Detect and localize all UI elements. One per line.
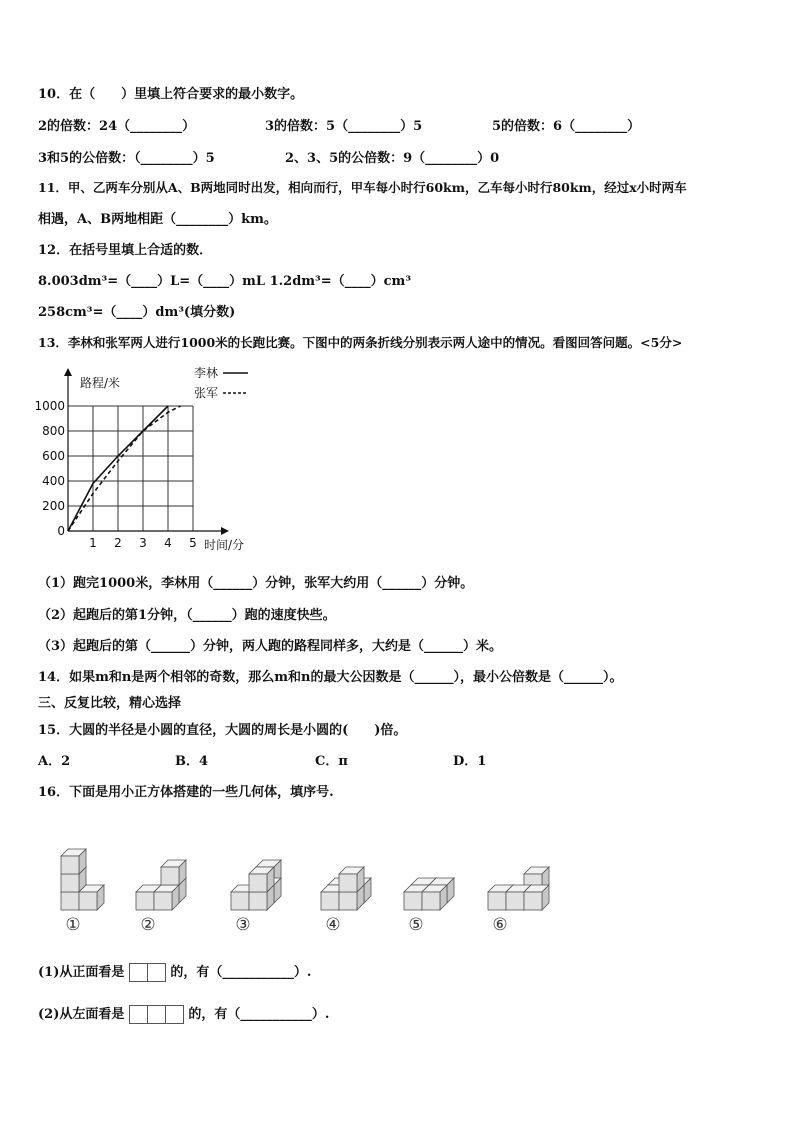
x-tick-label: 5 bbox=[189, 536, 197, 550]
q16-sub1-suffix: 的，有（___________）. bbox=[170, 965, 312, 980]
q11-line2: 相遇，A、B两地相距（________）km。 bbox=[38, 212, 277, 227]
series-line bbox=[68, 406, 181, 531]
two-square-view-icon bbox=[129, 963, 166, 982]
y-axis-label: 路程/米 bbox=[80, 376, 121, 390]
q11-line1: 11．甲、乙两车分别从A、B两地同时出发，相向而行，甲车每小时行60km，乙车每小时行80km，经过x小时两车 bbox=[38, 180, 687, 195]
y-tick-label: 400 bbox=[42, 474, 65, 488]
chart-legend bbox=[194, 365, 248, 400]
q16-sub2-prefix: (2)从左面看是 bbox=[38, 1007, 125, 1022]
q12-title: 12．在括号里填上合适的数． bbox=[38, 243, 213, 258]
q15-line: 15．大圆的半径是小圆的直径，大圆的周长是小圆的( )倍。 bbox=[38, 723, 407, 738]
q10-row2-b: 2、3、5的公倍数：9（________）0 bbox=[285, 151, 500, 166]
cube-figure-5 bbox=[404, 878, 454, 910]
y-tick-label: 200 bbox=[42, 499, 65, 513]
section-3-heading: 三、反复比较，精心选择 bbox=[38, 696, 182, 711]
q12-line2: 258cm³=（____）dm³(填分数) bbox=[38, 305, 236, 320]
q12-line1: 8.003dm³=（____）L=（____）mL 1.2dm³=（____）cm³ bbox=[38, 274, 412, 289]
q15-option-d: D．1 bbox=[453, 754, 487, 769]
q13-sub3: （3）起跑后的第（______）分钟，两人跑的路程同样多，大约是（______）米。 bbox=[38, 639, 503, 654]
y-tick-label: 800 bbox=[42, 424, 65, 438]
x-tick-label: 2 bbox=[114, 536, 122, 550]
figure-label: ⑤ bbox=[408, 915, 424, 935]
cube-figure-6 bbox=[488, 867, 549, 910]
y-tick-label: 0 bbox=[57, 524, 65, 538]
q10-row1-a: 2的倍数：24（________） bbox=[38, 119, 196, 134]
figure-label: ④ bbox=[325, 915, 341, 935]
q16-sub1 bbox=[38, 961, 311, 982]
figure-label: ③ bbox=[235, 915, 251, 935]
figure-label: ② bbox=[140, 915, 156, 935]
cube-figure-2 bbox=[136, 860, 186, 910]
cube-figure-3 bbox=[231, 860, 281, 910]
q13-sub2: （2）起跑后的第1分钟，（______）跑的速度快些。 bbox=[38, 608, 336, 623]
x-axis-label: 时间/分 bbox=[204, 538, 245, 552]
x-tick-label: 1 bbox=[89, 536, 97, 550]
y-tick-label: 600 bbox=[42, 449, 65, 463]
q10-row2-a: 3和5的公倍数：（________）5 bbox=[38, 151, 215, 166]
y-tick-label: 1000 bbox=[34, 399, 65, 413]
race-chart bbox=[28, 360, 268, 564]
q16-sub1-prefix: (1)从正面看是 bbox=[38, 965, 125, 980]
q15-option-b: B．4 bbox=[175, 754, 209, 769]
three-square-view-icon bbox=[129, 1005, 184, 1024]
cube-figure-4 bbox=[321, 867, 371, 910]
x-axis-arrow-icon bbox=[221, 527, 229, 535]
chart-grid bbox=[68, 406, 193, 531]
cube-figures bbox=[36, 812, 566, 940]
q16-title: 16．下面是用小正方体搭建的一些几何体，填序号. bbox=[38, 785, 334, 800]
q14-line: 14．如果m和n是两个相邻的奇数，那么m和n的最大公因数是（______），最小公倍数是（______）。 bbox=[38, 670, 623, 685]
x-tick-label: 4 bbox=[164, 536, 172, 550]
race-line-chart bbox=[28, 360, 268, 560]
figure-label: ① bbox=[65, 915, 81, 935]
q10-row1-c: 5的倍数：6（________） bbox=[492, 119, 641, 134]
cube-figures-svg bbox=[36, 812, 566, 940]
figure-label: ⑥ bbox=[492, 915, 508, 935]
q10-row1-b: 3的倍数：5（________）5 bbox=[265, 119, 423, 134]
q13-sub1: （1）跑完1000米，李林用（______）分钟，张军大约用（______）分钟。 bbox=[38, 576, 474, 591]
chart-ticks bbox=[34, 399, 196, 550]
q16-sub2-suffix: 的，有（___________）. bbox=[188, 1007, 330, 1022]
q13-title: 13．李林和张军两人进行1000米的长跑比赛。下图中的两条折线分别表示两人途中的情况。看图回答问题。<5分> bbox=[38, 335, 683, 350]
q15-option-c: C．π bbox=[315, 754, 348, 769]
y-axis-arrow-icon bbox=[64, 368, 72, 376]
cube-figure-1 bbox=[61, 849, 104, 910]
legend-label: 张军 bbox=[194, 386, 219, 400]
q16-sub2 bbox=[38, 1003, 329, 1024]
q10-title: 10．在（ ）里填上符合要求的最小数字。 bbox=[38, 87, 304, 102]
legend-label: 李林 bbox=[194, 366, 219, 380]
q15-option-a: A．2 bbox=[38, 754, 71, 769]
chart-series bbox=[68, 406, 181, 531]
x-tick-label: 3 bbox=[139, 536, 147, 550]
